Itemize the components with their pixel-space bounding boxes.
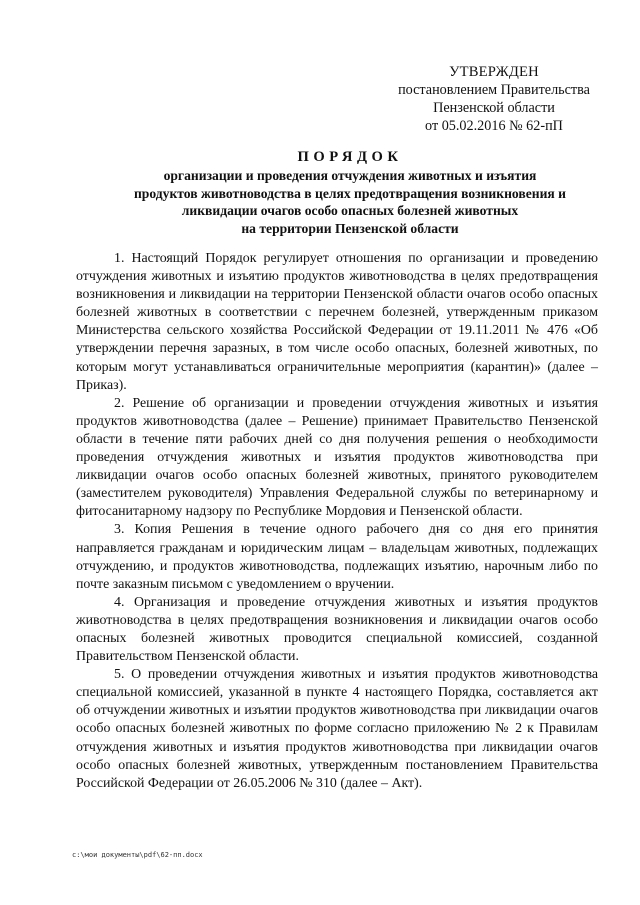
approval-line-3: от 05.02.2016 № 62-пП	[425, 118, 563, 134]
approval-line-1: постановлением Правительства	[398, 82, 590, 98]
paragraph-2: 2. Решение об организации и проведении отчуждения животных и изъятия продуктов животноводства (далее – Решение) принимает Правительство Пензенской области в течение пяти рабочих дней со дня получения решения о необходимости проведения отчуждения животных и изъятия продуктов животноводства при ликвидации очагов особо опасных болезней животных, принятого руководителем (заместителем руководителя) Управления Федеральной службы по ветеринарному и фитосанитарному надзору по Республике Мордовия и Пензенской области.	[76, 395, 598, 520]
subtitle-line-3: ликвидации очагов особо опасных болезней животных	[181, 203, 519, 218]
document-body	[76, 250, 598, 793]
approval-block	[384, 63, 604, 135]
document-title: ПОРЯДОК	[297, 149, 403, 165]
subtitle-line-4: на территории Пензенской области	[241, 220, 459, 236]
subtitle-line-2: продуктов животноводства в целях предотвращения возникновения и	[133, 185, 567, 201]
paragraph-5: 5. О проведении отчуждения животных и изъятия продуктов животноводства специальной комиссией, указанной в пункте 4 настоящего Порядка, составляется акт об отчуждении животных и изъятии продуктов животноводства при ликвидации очагов особо опасных болезней животных по форме согласно приложению № 2 к Правилам отчуждения животных и изъятия продуктов животноводства при ликвидации очагов особо опасных болезней животных, утвержденным постановлением Правительства Российской Федерации от 26.05.2006 № 310 (далее – Акт).	[76, 667, 598, 791]
document-subtitle	[80, 167, 620, 237]
paragraph-1: 1. Настоящий Порядок регулирует отношения по организации и проведению отчуждения животных и изъятию продуктов животноводства в целях предотвращения возникновения и ликвидации на территории Пензенской области очагов особо опасных болезней животных в соответствии с перечнем болезней, утвержденным приказом Министерства сельского хозяйства Российской Федерации от 19.11.2011 № 476 «Об утверждении перечня заразных, в том числе особо опасных, болезней животных, по которым могут устанавливаться ограничительные мероприятия (карантин)» (далее – Приказ).	[76, 251, 598, 393]
paragraph-4: 4. Организация и проведение отчуждения животных и изъятия продуктов животноводства в целях предотвращения возникновения и ликвидации очагов особо опасных болезней животных проводится специальной комиссией, созданной Правительством Пензенской области.	[76, 594, 598, 665]
approval-heading: УТВЕРЖДЕН	[449, 64, 539, 80]
file-path-footer: c:\мои документы\pdf\62-пп.docx	[72, 851, 203, 859]
subtitle-line-1: организации и проведения отчуждения животных и изъятия	[163, 168, 537, 183]
paragraph-3: 3. Копия Решения в течение одного рабочего дня со дня его принятия направляется гражданам и юридическим лицам – владельцам животных, подлежащих отчуждению, и продуктов животноводства, подлежащих изъятию, нарочным либо по почте заказным письмом с уведомлением о вручении.	[76, 522, 598, 592]
approval-line-2: Пензенской области	[433, 100, 555, 116]
